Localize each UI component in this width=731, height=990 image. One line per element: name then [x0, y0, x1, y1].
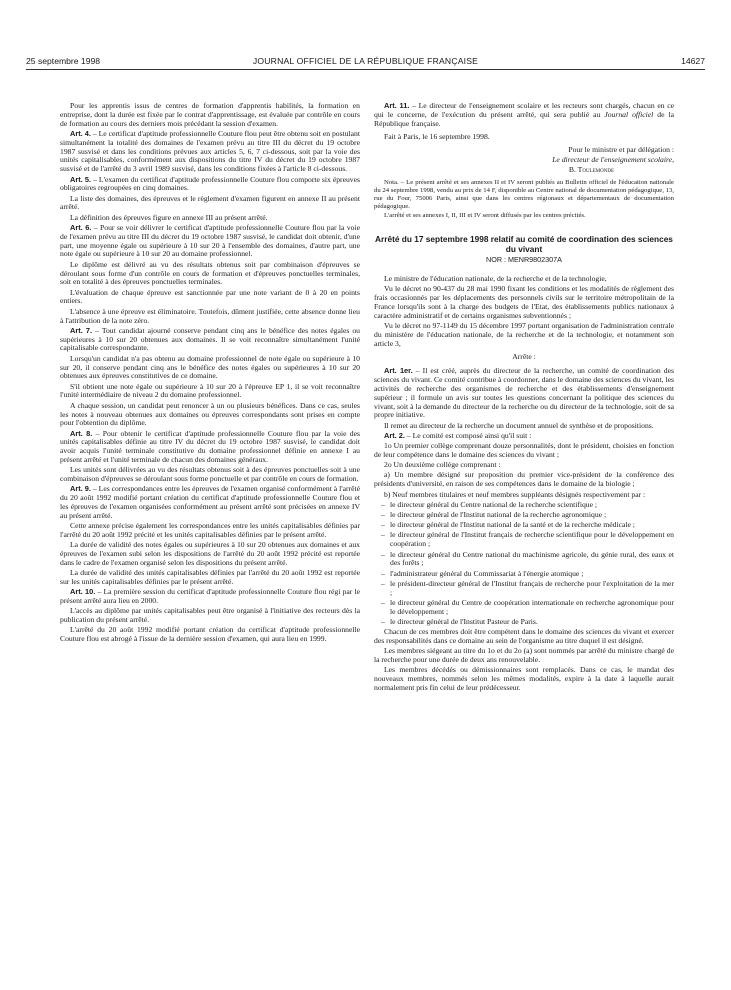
list-item: – le directeur général de l'Institut national de la santé et de la recherche médicale ; [374, 521, 674, 530]
paragraph: S'il obtient une note égale ou supérieure à 10 sur 20 à l'épreuve EP 1, il se voit reconnaître l'unité intermédiaire de niveau 2 du domaine professionnel. [60, 381, 360, 400]
header-date: 25 septembre 1998 [26, 56, 101, 66]
nor-reference: NOR : MENR9802307A [486, 255, 562, 264]
paragraph: Les membres décédés ou démissionnaires sont remplacés. Dans ce cas, le mandat des nouveaux membres, nommés selon les mêmes modalités, expire à la date à laquelle aurait normalement pris fin celui de leur prédécesseur. [374, 665, 674, 693]
article-7: Art. 7. – Tout candidat ajourné conserve pendant cinq ans le bénéfice des notes égales ou supérieures à 10 sur 20 obtenues aux domaines. Il se voit reconnaître simultanément l'unité capitalisable correspondante. [60, 325, 360, 353]
paragraph: Pour les apprentis issus de centres de formation d'apprentis habilités, la formation en entreprise, dont la durée est fixée par le contrat d'apprentissage, est évaluée par contrôle en cours de formation au cours des derniers mois précédant la session d'examen. [60, 101, 360, 128]
page-header [26, 55, 705, 70]
article-11: Art. 11. – Le directeur de l'enseignement scolaire et les recteurs sont chargés, chacun en ce qui le concerne, de l'exécution du présent arrêté, qui sera publié au Journal officiel de la République française. [374, 101, 674, 128]
list-item: – le président-directeur général de l'Institut français de recherche pour l'exploitation de la mer ; [374, 580, 674, 598]
arrete-title: Arrêté du 17 septembre 1998 relatif au comité de coordination des sciences du vivant [375, 234, 673, 254]
paragraph: Vu le décret no 90-437 du 28 mai 1990 fixant les conditions et les modalités de règlement des frais occasionnés par les déplacements des personnels civils sur le territoire métropolitain de la France lorsqu'ils sont à la charge des budgets de l'Etat, des établissements publics nationaux à caractère administratif et de certains organismes subventionnés ; [374, 284, 674, 320]
article-2: Art. 2. – Le comité est composé ainsi qu'il suit : [384, 430, 532, 440]
list-item: – le directeur général du Centre national de la recherche scientifique ; [374, 501, 674, 510]
article-1: Art. 1er. – Il est créé, auprès du directeur de la recherche, un comité de coordination des sciences du vivant. Ce comité contribue à coordonner, dans le domaine des sciences du vivant, les activités de recherche des organismes de recherche et des établissements d'enseignement supérieur ; il formule un avis sur toutes les questions concernant la politique des sciences du vivant, soit à la demande du directeur de la recherche ou du directeur de la technologie, soit de sa propre initiative. [374, 366, 674, 420]
list-item: – le directeur général de l'Institut français de recherche scientifique pour le développement en coopération ; [374, 531, 674, 549]
list-item: – le directeur général du Centre national du machinisme agricole, du génie rural, des eaux et des forêts ; [374, 551, 674, 569]
article-5: Art. 5. – L'examen du certificat d'aptitude professionnelle Couture flou comporte six épreuves obligatoires regroupées en cinq domaines. [60, 174, 360, 193]
journal-title: JOURNAL OFFICIEL DE LA RÉPUBLIQUE FRANÇAISE [252, 56, 479, 66]
article-10: Art. 10. – La première session du certificat d'aptitude professionnelle Couture flou régi par le présent arrêté aura lieu en 2000. [60, 587, 360, 606]
list-item: – le directeur général du Centre de coopération internationale en recherche agronomique pour le développement ; [374, 599, 674, 617]
paragraph: La durée de validité des notes égales ou supérieures à 10 sur 20 obtenues aux domaines et aux épreuves de l'examen subi selon les dispositions de l'arrêté du 20 août 1992 précité est reportée dans le cadre de l'examen organisé selon les dispositions du présent arrêté. [60, 540, 360, 567]
list-item: – l'administrateur général du Commissariat à l'énergie atomique ; [374, 570, 674, 579]
arrete-heading: Arrête : [512, 352, 536, 362]
signature-block: Pour le ministre et par délégation : Le directeur de l'enseignement scolaire, B. Toulemonde [552, 144, 674, 175]
paragraph: Le ministre de l'éducation nationale, de la recherche et de la technologie, [384, 273, 607, 283]
paragraph: L'accès au diplôme par unités capitalisables peut être organisé à l'initiative des recteurs dès la publication du présent arrêté. [60, 606, 360, 625]
nota-2: L'arrêté et ses annexes I, II, III et IV seront diffusés par les centres précités. [384, 212, 586, 220]
paragraph: La définition des épreuves figure en annexe III au présent arrêté. [70, 212, 268, 222]
paragraph: Le diplôme est délivré au vu des résultats obtenus soit par combinaison d'épreuves se déroulant sous forme d'un contrôle en cours de formation et d'épreuves ponctuelles terminales, soit en totalité à des épreuves ponctuelles terminales. [60, 259, 360, 287]
article-9: Art. 9. – Les correspondances entre les épreuves de l'examen organisé conformément à l'arrêté du 20 août 1992 modifié portant création du certificat d'aptitude professionnelle Couture flou et les épreuves de l'examen organisées conformément au présent arrêté sont précisées en annexe IV au présent arrêté. [60, 484, 360, 520]
paragraph: Chacun de ces membres doit être compétent dans le domaine des sciences du vivant et exercer des responsabilités dans ce domaine au sein de l'organisme au titre duquel il est désigné. [374, 627, 674, 646]
paragraph: 1o Un premier collège comprenant douze personnalités, dont le président, choisies en fonction de leur compétence dans le domaine des sciences du vivant ; [374, 441, 674, 459]
paragraph: 2o Un deuxième collège comprenant : [384, 460, 501, 470]
page-number: 14627 [681, 56, 705, 66]
nota: Nota. – Le présent arrêté et ses annexes II et IV seront publiés au Bulletin officiel de l'éducation nationale du 24 septembre 1998, vendu au prix de 14 F, disponible au Centre national de documentation pédagogique, 13, rue du Four, 75006 Paris, ainsi que dans les centres régionaux et départementaux de documentation pédagogique. [374, 179, 674, 210]
paragraph: b) Neuf membres titulaires et neuf membres suppléants désignés respectivement par : [384, 489, 646, 499]
list-item: – le directeur général de l'Institut Pasteur de Paris. [374, 618, 674, 627]
paragraph: Les unités sont délivrées au vu des résultats obtenus soit à des épreuves ponctuelles soit à une combinaison d'épreuves se déroulant sous forme ponctuelle et par contrôle en cours de formation. [60, 465, 360, 484]
paragraph: Cette annexe précise également les correspondances entre les unités capitalisables définies par l'arrêté du 20 août 1992 précité et les unités capitalisables définies par le présent arrêté. [60, 521, 360, 540]
paragraph: La durée de validité des unités capitalisables définies par l'arrêté du 20 août 1992 est reportée sur les unités capitalisables définies par le présent arrêté. [60, 568, 360, 587]
list-item: – le directeur général de l'Institut national de la recherche agronomique ; [374, 511, 674, 520]
paragraph: A chaque session, un candidat peut renoncer à un ou plusieurs bénéfices. Dans ce cas, seules les notes à nouveau obtenues aux domaines ou épreuves correspondants sont prises en compte pour l'obtention du diplôme. [60, 400, 360, 428]
nota-block [374, 179, 674, 220]
paragraph: L'arrêté du 20 août 1992 modifié portant création du certificat d'aptitude professionnelle Couture flou est abrogé à l'issue de la dernière session d'examen, qui aura lieu en 1999. [60, 625, 360, 644]
paragraph: Les membres siégeant au titre du 1o et du 2o (a) sont nommés par arrêté du ministre chargé de la recherche pour une durée de deux ans renouvelable. [374, 646, 674, 665]
paragraph: Lorsqu'un candidat n'a pas obtenu au domaine professionnel de note égale ou supérieure à 10 sur 20, il conserve pendant cinq ans le bénéfice des notes égales ou supérieures à 10 sur 20 obtenues aux épreuves constitutives de ce domaine. [60, 353, 360, 381]
right-column [374, 102, 674, 694]
signature-place-date: Fait à Paris, le 16 septembre 1998. [384, 131, 490, 141]
article-8: Art. 8. – Pour obtenir le certificat d'aptitude professionnelle Couture flou par la voie des unités capitalisables définie au titre IV du décret du 19 octobre 1987 susvisé, le candidat doit avoir acquis l'unité terminale constitutive du domaine professionnel définie en annexe I au présent arrêté et l'unité terminale de chacun des domaines généraux. [60, 428, 360, 465]
paragraph: Vu le décret no 97-1149 du 15 décembre 1997 portant organisation de l'administration centrale du ministère de l'éducation nationale, de la recherche et de la technologie, et notamment son article 3, [374, 320, 674, 348]
left-column [60, 102, 360, 646]
paragraph: L'évaluation de chaque épreuve est sanctionnée par une note variant de 0 à 20 en points entiers. [60, 287, 360, 306]
paragraph: L'absence à une épreuve est éliminatoire. Toutefois, dûment justifiée, cette absence donne lieu à l'attribution de la note zéro. [60, 306, 360, 325]
paragraph: a) Un membre désigné sur proposition du premier vice-président de la conférence des présidents d'université, en raison de ses compétences dans le domaine de la biologie ; [374, 470, 674, 489]
paragraph: La liste des domaines, des épreuves et le règlement d'examen figurent en annexe II au présent arrêté. [60, 193, 360, 212]
article-4: Art. 4. – Le certificat d'aptitude professionnelle Couture flou peut être obtenu soit en postulant simultanément la totalité des domaines de l'examen prévu au titre III du décret du 19 octobre 1987 susvisé et dans les conditions prévues aux articles 5, 6, 7 ci-dessous, soit par la voie des unités capitalisables, conformément aux dispositions du titre IV du décret du 19 octobre 1987 susvisé et de l'arrêté du 3 avril 1989 susvisé, dans les conditions fixées à l'article 8 ci-dessous. [60, 128, 360, 174]
paragraph: Il remet au directeur de la recherche un document annuel de synthèse et de propositions. [384, 420, 654, 430]
article-6: Art. 6. – Pour se voir délivrer le certificat d'aptitude professionnelle Couture flou par la voie de l'examen prévu au titre III du décret du 19 octobre 1987 susvisé, le candidat doit obtenir, d'une part, une moyenne égale ou supérieure à 10 sur 20 à l'ensemble des domaines, d'autre part, une note égale ou supérieure à 10 sur 20 au domaine professionnel. [60, 222, 360, 259]
